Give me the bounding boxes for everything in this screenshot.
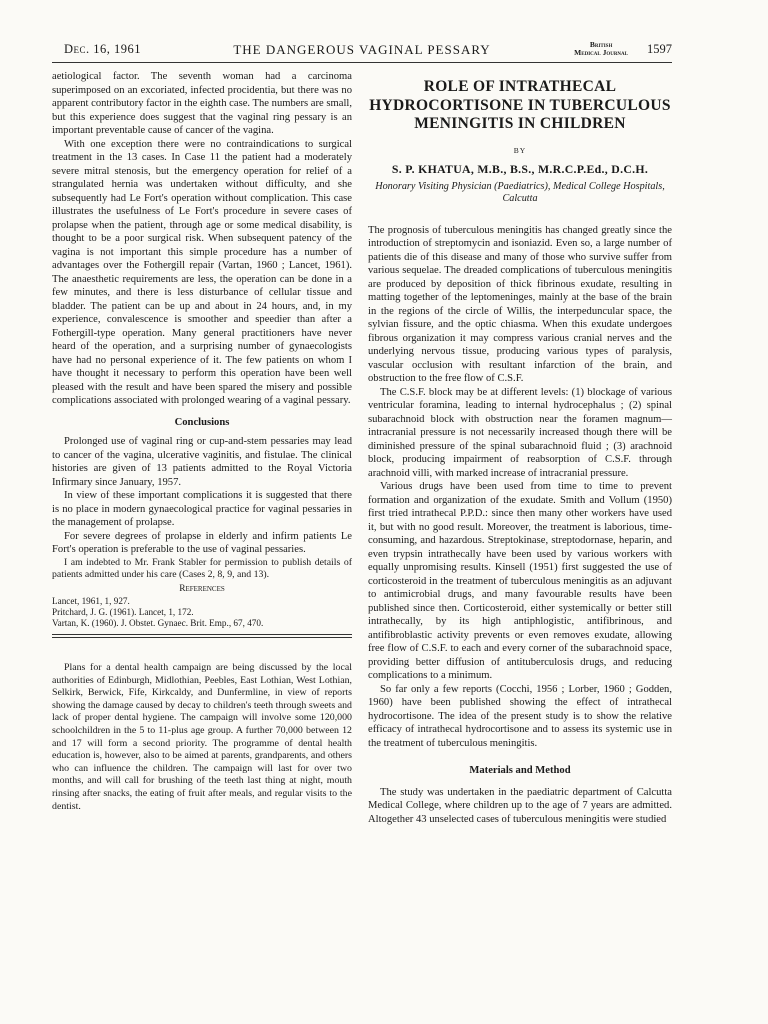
reference-item: Pritchard, J. G. (1961). Lancet, 1, 172. [52, 607, 194, 617]
left-paragraph-2: With one exception there were no contraindications to surgical treatment in the 13 cases. In Case 11 the patient had a moderately severe mitral stenosis, but the emergency operation for relief of a strangulated hernia was undertaken without difficulty, and she subsequently had Le Fort's operation without complication. This case illustrates the usefulness of Le Fort's procedure in severe cases of prolapse when the patient, through age or some medical disability, is thought to be a poor surgical risk. When subsequent patency of the vagina is not important this simple procedure has a number of advantages over the Fothergill repair (Vartan, 1960 ; Lancet, 1961). The anaesthetic requirements are less, the operation can be done in a few minutes, and there is less disturbance of cellular tissue and bladder. The patient can be up and about in 24 hours, and, in my experience, convalescence is smoother and speedier than after a Fothergill-type operation. Many general practitioners have never heard of the operation, and a surprising number of gynaecologists have had no personal experience of it. The few patients on whom I have thought it necessary to perform this operation have been well pleased with the result and have been spared the misery and possible complications associated with prolonged wearing of a vaginal pessary. [52, 138, 352, 406]
conclusion-paragraph-1: Prolonged use of vaginal ring or cup-and-stem pessaries may lead to cancer of the vagina, ulcerative vaginitis, and fistulae. The clinical histories are given of 13 patients admitted to the Royal Victoria Infirmary since January, 1957. [52, 436, 352, 488]
header-running-title: THE DANGEROUS VAGINAL PESSARY [233, 42, 491, 57]
article-title-line: MENINGITIS IN CHILDREN [414, 115, 626, 132]
right-paragraph-4: So far only a few reports (Cocchi, 1956 ; Lorber, 1960 ; Godden, 1960) have been published showing the effect of intrathecal hydrocortisone. The idea of the present study is to show the relative efficacy of intrathecal hydrocortisone and to assess its systemic use in the treatment of tuberculous meningitis. [368, 683, 672, 749]
references-heading: References [179, 583, 225, 594]
conclusions-heading: Conclusions [174, 416, 230, 428]
header-journal-line1: British [589, 40, 613, 49]
header-journal-name [574, 41, 628, 57]
reference-item: Lancet, 1961, 1, 927. [52, 596, 130, 606]
dental-campaign-note: Plans for a dental health campaign are being discussed by the local authorities of Edinburgh, Midlothian, Peebles, East Lothian, West Lothian, Selkirk, Berwick, Fife, Kirkcaldy, and Dunfermline, in view of reports showing the damage caused by decay to children's teeth through sweets and lack of proper dental hygiene. The campaign will involve some 120,000 schoolchildren in the 5 to 11-plus age group. A further 70,000 between 12 and 17 will form a second priority. The programme of dental health education is, however, also to be aimed at parents, grandparents, and others who can influence the children. The campaign will last for over two months, and will call for brushing of the teeth last thing at night, mouth rinsing after snacks, the eating of fruit after meals, and regular visits to the dentist. [52, 662, 352, 812]
right-paragraph-3: Various drugs have been used from time to time to prevent formation and organization of the exudate. Smith and Vollum (1950) first tried intrathecal P.P.D.: since then many other workers have used it, but with no good result. Moreover, the treatment is laborious, time-consuming, and hazardous. Streptokinase, streptodornase, heparin, and even trypsin intrathecally have been used by various workers with equally unpromising results. Kinsell (1951) first suggested the use of corticosteroid in the treatment of tuberculous meningitis as an adjuvant to antimicrobial drugs, and many favourable results have been published since then. Corticosteroid, either systemically or better still intrathecally, by its high antiphlogistic, antifibrinous, and antifibroblastic activity prevents or even removes exudate, allowing free flow of C.S.F. to each and every corner of the subarachnoid space, providing better diffusion of antituberculosis drugs, and reducing complications to a minimum. [368, 481, 672, 681]
left-column [52, 70, 352, 813]
article-title-line: ROLE OF INTRATHECAL [423, 78, 617, 95]
conclusion-paragraph-2: In view of these important complications it is suggested that there is no place in modern gynaecological practice for vaginal pessaries in the management of prolapse. [52, 490, 352, 528]
header-journal-line2: Medical Journal [574, 48, 628, 57]
left-paragraph-1: aetiological factor. The seventh woman had a carcinoma superimposed on an excoriated, infected procidentia, but there was no apparent contributory factor in the eighth case. The numbers are small, but this experience does suggest that the vaginal ring pessary is an important preventable cause of cancer of the vagina. [52, 71, 352, 136]
article-title [368, 78, 672, 134]
header-page-number: 1597 [647, 42, 672, 56]
right-paragraph-5: The study was undertaken in the paediatric department of Calcutta Medical College, where children up to the age of 7 years are admitted. Altogether 43 unselected cases of tuberculous meningitis were studied [368, 786, 672, 825]
conclusion-paragraph-3: For severe degrees of prolapse in elderly and infirm patients Le Fort's operation is preferable to the use of vaginal pessaries. [52, 530, 352, 555]
article-title-line: HYDROCORTISONE IN TUBERCULOUS [369, 96, 671, 114]
right-column [368, 70, 672, 826]
methods-heading: Materials and Method [469, 765, 571, 776]
right-paragraph-1: The prognosis of tuberculous meningitis has changed greatly since the introduction of streptomycin and isoniazid. Even so, a large number of patients die of this disease and many of those who survive suffer from various sequelae. The dreaded complications of tuberculous meningitis are produced by deposition of thick fibrinous exudate, resulting in matting together of the leptomeninges, mainly at the base of the brain in the regions of the circle of Willis, the interpeduncular space, the sylvian fissure, and the optic chiasma. When this exudate undergoes fibrous organization it may compress various cranial nerves and the underlying nervous tissue, producing various types of paralysis, vascular occlusion with resultant infarction of the brain, and obstruction to the free flow of C.S.F. [368, 224, 672, 384]
acknowledgement: I am indebted to Mr. Frank Stabler for permission to publish details of patients admitted under his care (Cases 2, 8, 9, and 13). [52, 556, 352, 580]
section-divider [52, 634, 352, 638]
author-affiliation: Honorary Visiting Physician (Paediatrics), Medical College Hospitals, Calcutta [375, 180, 665, 204]
reference-item: Vartan, K. (1960). J. Obstet. Gynaec. Brit. Emp., 67, 470. [52, 618, 264, 628]
byline-by: BY [513, 145, 527, 155]
header-date: Dec. 16, 1961 [64, 42, 142, 56]
references-list [52, 596, 352, 629]
right-paragraph-2: The C.S.F. block may be at different levels: (1) blockage of various ventricular foramina, leading to internal hydrocephalus ; (2) spinal subarachnoid block with obstruction near the foramen magnum—intracranial pressure is not necessarily increased though there will be diminished pressure of the spinal subarachnoid fluid ; (3) arachnoid block, producing impairment of reabsorption of C.S.F. through arachnoid villi, with marked increase of intracranial pressure. [368, 386, 672, 479]
running-header [52, 40, 672, 63]
author-name: S. P. KHATUA, M.B., B.S., M.R.C.P.Ed., D.C.H. [391, 162, 649, 176]
